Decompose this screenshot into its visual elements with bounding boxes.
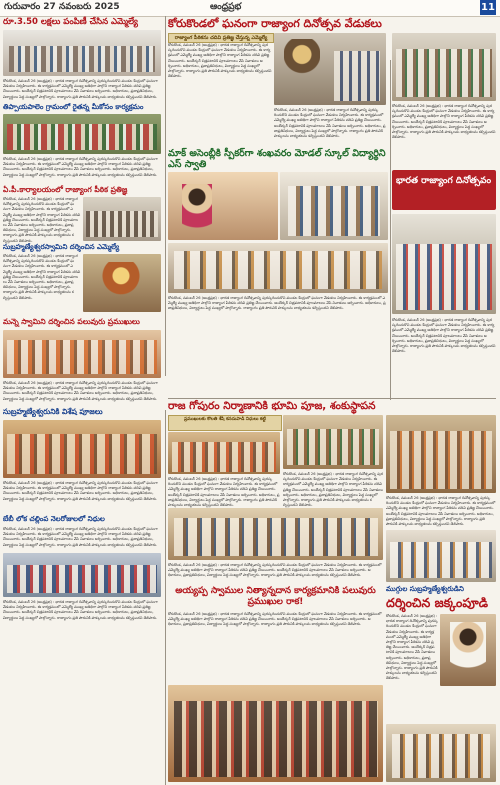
news-photo	[274, 33, 386, 105]
news-photo	[280, 172, 388, 240]
subheading-tag: రాజ్యాంగ పీఠికను చదివి ప్రతిజ్ఞ చేస్తున్న ఎమ్మెల్యే	[168, 33, 274, 43]
news-photo	[283, 415, 383, 469]
article-text: కోరుకొండ, నవంబర్ 26 (ఆంధ్రప్రభ) : భారత రాజ్యాంగ దినోత్సవాన్ని పురస్కరించుకొని మండల కేంద్రంలో ఘనంగా వేడుకలు నిర్వహించారు. ఈ కార్యక్రమంలో ఎమ్మెల్యే ముఖ్య అతిథిగా పాల్గొని రాజ్యాంగ పీఠికను చదివి ప్రతిజ్ఞ చేయించారు. అంబేద్కర్ చిత్రపటానికి పూలమాలలు వేసి నివాళులు అర్పించారు. అధికారులు, ప్రజాప్రతినిధులు, విద్యార్థులు పెద్ద సంఖ్యలో పాల్గొన్నారు. రాజ్యాంగం ప్రతి పౌరునికి హక్కులను బాధ్యతలను కల్పిస్తుందని తెలిపారు.	[3, 381, 158, 401]
article-text: కోరుకొండ, నవంబర్ 26 (ఆంధ్రప్రభ) : భారత రాజ్యాంగ దినోత్సవాన్ని పురస్కరించుకొని మండల కేంద్రంలో ఘనంగా వేడుకలు నిర్వహించారు. ఈ కార్యక్రమంలో ఎమ్మెల్యే ముఖ్య అతిథిగా పాల్గొని రాజ్యాంగ పీఠికను చదివి ప్రతిజ్ఞ చేయించారు. అంబేద్కర్ చిత్రపటానికి పూలమాలలు వేసి నివాళులు అర్పించారు. అధికారులు, ప్రజాప్రతినిధులు, విద్యార్థులు పెద్ద సంఖ్యలో పాల్గొన్నారు. రాజ్యాంగం ప్రతి పౌరునికి హక్కులను బాధ్యతలను కల్పిస్తుందని తెలిపారు.	[392, 318, 496, 354]
article-text: కోరుకొండ, నవంబర్ 26 (ఆంధ్రప్రభ) : భారత రాజ్యాంగ దినోత్సవాన్ని పురస్కరించుకొని మండల కేంద్రంలో ఘనంగా వేడుకలు నిర్వహించారు. ఈ కార్యక్రమంలో ఎమ్మెల్యే ముఖ్య అతిథిగా పాల్గొని రాజ్యాంగ పీఠికను చదివి ప్రతిజ్ఞ చేయించారు. అంబేద్కర్ చిత్రపటానికి పూలమాలలు వేసి నివాళులు అర్పించారు. అధికారులు, ప్రజాప్రతినిధులు, విద్యార్థులు పెద్ద సంఖ్యలో పాల్గొన్నారు. రాజ్యాంగం ప్రతి పౌరునికి హక్కులను బాధ్యతలను కల్పిస్తుందని తెలిపారు.	[168, 612, 382, 627]
column-rule	[165, 410, 166, 785]
article-text: కోరుకొండ, నవంబర్ 26 (ఆంధ్రప్రభ) : భారత రాజ్యాంగ దినోత్సవాన్ని పురస్కరించుకొని మండల కేంద్రంలో ఘనంగా వేడుకలు నిర్వహించారు. ఈ కార్యక్రమంలో ఎమ్మెల్యే ముఖ్య అతిథిగా పాల్గొని రాజ్యాంగ పీఠికను చదివి ప్రతిజ్ఞ చేయించారు. అంబేద్కర్ చిత్రపటానికి పూలమాలలు వేసి నివాళులు అర్పించారు. అధికారులు, ప్రజాప్రతినిధులు, విద్యార్థులు పెద్ద సంఖ్యలో పాల్గొన్నారు. రాజ్యాంగం ప్రతి పౌరునికి హక్కులను బాధ్యతలను కల్పిస్తుందని తెలిపారు.	[392, 104, 496, 140]
article-text: కోరుకొండ, నవంబర్ 26 (ఆంధ్రప్రభ) : భారత రాజ్యాంగ దినోత్సవాన్ని పురస్కరించుకొని మండల కేంద్రంలో ఘనంగా వేడుకలు నిర్వహించారు. ఈ కార్యక్రమంలో ఎమ్మెల్యే ముఖ్య అతిథిగా పాల్గొని రాజ్యాంగ పీఠికను చదివి ప్రతిజ్ఞ చేయించారు. అంబేద్కర్ చిత్రపటానికి పూలమాలలు వేసి నివాళులు అర్పించారు. అధికారులు, ప్రజాప్రతినిధులు, విద్యార్థులు పెద్ద సంఖ్యలో పాల్గొన్నారు. రాజ్యాంగం ప్రతి పౌరునికి హక్కులను బాధ్యతలను కల్పిస్తుందని తెలిపారు.	[386, 496, 496, 527]
headline: సుబ్రహ్మణ్యేశ్వరునికి విశేష పూజలు	[3, 407, 103, 416]
article-text: కోరుకొండ, నవంబర్ 26 (ఆంధ్రప్రభ) : భారత రాజ్యాంగ దినోత్సవాన్ని పురస్కరించుకొని మండల కేంద్రంలో ఘనంగా వేడుకలు నిర్వహించారు. ఈ కార్యక్రమంలో ఎమ్మెల్యే ముఖ్య అతిథిగా పాల్గొని రాజ్యాంగ పీఠికను చదివి ప్రతిజ్ఞ చేయించారు. అంబేద్కర్ చిత్రపటానికి పూలమాలలు వేసి నివాళులు అర్పించారు. అధికారులు, ప్రజాప్రతినిధులు, విద్యార్థులు పెద్ద సంఖ్యలో పాల్గొన్నారు. రాజ్యాంగం ప్రతి పౌరునికి హక్కులను బాధ్యతలను కల్పిస్తుందని తెలిపారు.	[3, 197, 81, 243]
article-text: కోరుకొండ, నవంబర్ 26 (ఆంధ్రప్రభ) : భారత రాజ్యాంగ దినోత్సవాన్ని పురస్కరించుకొని మండల కేంద్రంలో ఘనంగా వేడుకలు నిర్వహించారు. ఈ కార్యక్రమంలో ఎమ్మెల్యే ముఖ్య అతిథిగా పాల్గొని రాజ్యాంగ పీఠికను చదివి ప్రతిజ్ఞ చేయించారు. అంబేద్కర్ చిత్రపటానికి పూలమాలలు వేసి నివాళులు అర్పించారు. అధికారులు, ప్రజాప్రతినిధులు, విద్యార్థులు పెద్ద సంఖ్యలో పాల్గొన్నారు. రాజ్యాంగం ప్రతి పౌరునికి హక్కులను బాధ్యతలను కల్పిస్తుందని తెలిపారు.	[386, 614, 438, 681]
subheading-tag: ప్రముఖులకు కొలతి శేషి కనదుపాడి నిధులు కట్టి	[168, 415, 282, 431]
news-photo	[386, 530, 496, 582]
article-text: కోరుకొండ, నవంబర్ 26 (ఆంధ్రప్రభ) : భారత రాజ్యాంగ దినోత్సవాన్ని పురస్కరించుకొని మండల కేంద్రంలో ఘనంగా వేడుకలు నిర్వహించారు. ఈ కార్యక్రమంలో ఎమ్మెల్యే ముఖ్య అతిథిగా పాల్గొని రాజ్యాంగ పీఠికను చదివి ప్రతిజ్ఞ చేయించారు. అంబేద్కర్ చిత్రపటానికి పూలమాలలు వేసి నివాళులు అర్పించారు. అధికారులు, ప్రజాప్రతినిధులు, విద్యార్థులు పెద్ద సంఖ్యలో పాల్గొన్నారు. రాజ్యాంగం ప్రతి పౌరునికి హక్కులను బాధ్యతలను కల్పిస్తుందని తెలిపారు.	[3, 600, 158, 620]
article-text: కోరుకొండ, నవంబర్ 26 (ఆంధ్రప్రభ) : భారత రాజ్యాంగ దినోత్సవాన్ని పురస్కరించుకొని మండల కేంద్రంలో ఘనంగా వేడుకలు నిర్వహించారు. ఈ కార్యక్రమంలో ఎమ్మెల్యే ముఖ్య అతిథిగా పాల్గొని రాజ్యాంగ పీఠికను చదివి ప్రతిజ్ఞ చేయించారు. అంబేద్కర్ చిత్రపటానికి పూలమాలలు వేసి నివాళులు అర్పించారు. అధికారులు, ప్రజాప్రతినిధులు, విద్యార్థులు పెద్ద సంఖ్యలో పాల్గొన్నారు. రాజ్యాంగం ప్రతి పౌరునికి హక్కులను బాధ్యతలను కల్పిస్తుందని తెలిపారు.	[3, 157, 158, 177]
main-headline: కోరుకొండలో ఘనంగా రాజ్యాంగ దినోత్సవ వేడుకలు	[168, 17, 382, 30]
news-photo	[168, 432, 280, 474]
headline: రాజ గోపురం నిర్మాణానికి భూమి పూజ, శంకుస్థాపన	[168, 400, 376, 412]
article-text: కోరుకొండ, నవంబర్ 26 (ఆంధ్రప్రభ) : భారత రాజ్యాంగ దినోత్సవాన్ని పురస్కరించుకొని మండల కేంద్రంలో ఘనంగా వేడుకలు నిర్వహించారు. ఈ కార్యక్రమంలో ఎమ్మెల్యే ముఖ్య అతిథిగా పాల్గొని రాజ్యాంగ పీఠికను చదివి ప్రతిజ్ఞ చేయించారు. అంబేద్కర్ చిత్రపటానికి పూలమాలలు వేసి నివాళులు అర్పించారు. అధికారులు, ప్రజాప్రతినిధులు, విద్యార్థులు పెద్ద సంఖ్యలో పాల్గొన్నారు. రాజ్యాంగం ప్రతి పౌరునికి హక్కులను బాధ్యతలను కల్పిస్తుందని తెలిపారు.	[168, 563, 382, 578]
article-text: కోరుకొండ, నవంబర్ 26 (ఆంధ్రప్రభ) : భారత రాజ్యాంగ దినోత్సవాన్ని పురస్కరించుకొని మండల కేంద్రంలో ఘనంగా వేడుకలు నిర్వహించారు. ఈ కార్యక్రమంలో ఎమ్మెల్యే ముఖ్య అతిథిగా పాల్గొని రాజ్యాంగ పీఠికను చదివి ప్రతిజ్ఞ చేయించారు. అంబేద్కర్ చిత్రపటానికి పూలమాలలు వేసి నివాళులు అర్పించారు. అధికారులు, ప్రజాప్రతినిధులు, విద్యార్థులు పెద్ద సంఖ్యలో పాల్గొన్నారు. రాజ్యాంగం ప్రతి పౌరునికి హక్కులను బాధ్యతలను కల్పిస్తుందని తెలిపారు.	[168, 296, 386, 311]
news-photo	[83, 254, 161, 312]
headline: తిప్పాయపాలెం గ్రామంలో రైతన్న మీకోసం కార్యక్రమం	[3, 103, 144, 111]
news-photo	[392, 214, 496, 314]
news-photo	[3, 30, 161, 76]
news-photo	[386, 724, 496, 782]
news-photo	[168, 243, 388, 293]
headline: మాక్ అసెంబ్లీకి స్పీకర్‌గా శంఖవరం మోడల్ స్కూల్ విద్యార్థిని ఎస్ స్వాతి	[168, 148, 386, 170]
headline: ఏ.పీ.కార్యాలయంలో రాజ్యాంగ పీఠిక ప్రతిజ్ఞ	[3, 185, 128, 194]
news-photo	[440, 614, 496, 686]
page-number: 11	[481, 2, 495, 13]
news-photo	[392, 33, 496, 101]
headline: బేబీ లోక చల్లింప నెలరోజులలో నిధుల	[3, 515, 105, 523]
headline: సుబ్రహ్మణ్యేశ్వరస్వామిని దర్శించిన ఎమ్మెల్యే	[3, 243, 120, 251]
article-text: కోరుకొండ, నవంబర్ 26 (ఆంధ్రప్రభ) : భారత రాజ్యాంగ దినోత్సవాన్ని పురస్కరించుకొని మండల కేంద్రంలో ఘనంగా వేడుకలు నిర్వహించారు. ఈ కార్యక్రమంలో ఎమ్మెల్యే ముఖ్య అతిథిగా పాల్గొని రాజ్యాంగ పీఠికను చదివి ప్రతిజ్ఞ చేయించారు. అంబేద్కర్ చిత్రపటానికి పూలమాలలు వేసి నివాళులు అర్పించారు. అధికారులు, ప్రజాప్రతినిధులు, విద్యార్థులు పెద్ద సంఖ్యలో పాల్గొన్నారు. రాజ్యాంగం ప్రతి పౌరునికి హక్కులను బాధ్యతలను కల్పిస్తుందని తెలిపారు.	[3, 481, 158, 501]
section-rule	[168, 398, 496, 399]
column-rule	[390, 60, 391, 400]
article-text: కోరుకొండ, నవంబర్ 26 (ఆంధ్రప్రభ) : భారత రాజ్యాంగ దినోత్సవాన్ని పురస్కరించుకొని మండల కేంద్రంలో ఘనంగా వేడుకలు నిర్వహించారు. ఈ కార్యక్రమంలో ఎమ్మెల్యే ముఖ్య అతిథిగా పాల్గొని రాజ్యాంగ పీఠికను చదివి ప్రతిజ్ఞ చేయించారు. అంబేద్కర్ చిత్రపటానికి పూలమాలలు వేసి నివాళులు అర్పించారు. అధికారులు, ప్రజాప్రతినిధులు, విద్యార్థులు పెద్ద సంఖ్యలో పాల్గొన్నారు. రాజ్యాంగం ప్రతి పౌరునికి హక్కులను బాధ్యతలను కల్పిస్తుందని తెలిపారు.	[168, 43, 272, 79]
column-rule	[165, 16, 166, 376]
headline: ముగ్గుల సుబ్రహ్మణ్యేశ్వరుడిని	[386, 585, 464, 593]
news-photo	[3, 330, 161, 378]
news-photo	[168, 172, 278, 240]
headline: మన్నె స్వామిని దర్శించిన పలువురు ప్రముఖులు	[3, 317, 140, 326]
newspaper-name: ఆంధ్రప్రభ	[210, 2, 242, 12]
headline: రూ.3.50 లక్షలు పంపిణీ చేసిన ఎమ్మెల్యే	[3, 17, 138, 27]
news-photo	[3, 420, 161, 478]
news-photo	[168, 508, 383, 560]
article-text: కోరుకొండ, నవంబర్ 26 (ఆంధ్రప్రభ) : భారత రాజ్యాంగ దినోత్సవాన్ని పురస్కరించుకొని మండల కేంద్రంలో ఘనంగా వేడుకలు నిర్వహించారు. ఈ కార్యక్రమంలో ఎమ్మెల్యే ముఖ్య అతిథిగా పాల్గొని రాజ్యాంగ పీఠికను చదివి ప్రతిజ్ఞ చేయించారు. అంబేద్కర్ చిత్రపటానికి పూలమాలలు వేసి నివాళులు అర్పించారు. అధికారులు, ప్రజాప్రతినిధులు, విద్యార్థులు పెద్ద సంఖ్యలో పాల్గొన్నారు. రాజ్యాంగం ప్రతి పౌరునికి హక్కులను బాధ్యతలను కల్పిస్తుందని తెలిపారు.	[3, 254, 81, 300]
article-text: కోరుకొండ, నవంబర్ 26 (ఆంధ్రప్రభ) : భారత రాజ్యాంగ దినోత్సవాన్ని పురస్కరించుకొని మండల కేంద్రంలో ఘనంగా వేడుకలు నిర్వహించారు. ఈ కార్యక్రమంలో ఎమ్మెల్యే ముఖ్య అతిథిగా పాల్గొని రాజ్యాంగ పీఠికను చదివి ప్రతిజ్ఞ చేయించారు. అంబేద్కర్ చిత్రపటానికి పూలమాలలు వేసి నివాళులు అర్పించారు. అధికారులు, ప్రజాప్రతినిధులు, విద్యార్థులు పెద్ద సంఖ్యలో పాల్గొన్నారు. రాజ్యాంగం ప్రతి పౌరునికి హక్కులను బాధ్యతలను కల్పిస్తుందని తెలిపారు.	[283, 472, 384, 508]
article-text: కోరుకొండ, నవంబర్ 26 (ఆంధ్రప్రభ) : భారత రాజ్యాంగ దినోత్సవాన్ని పురస్కరించుకొని మండల కేంద్రంలో ఘనంగా వేడుకలు నిర్వహించారు. ఈ కార్యక్రమంలో ఎమ్మెల్యే ముఖ్య అతిథిగా పాల్గొని రాజ్యాంగ పీఠికను చదివి ప్రతిజ్ఞ చేయించారు. అంబేద్కర్ చిత్రపటానికి పూలమాలలు వేసి నివాళులు అర్పించారు. అధికారులు, ప్రజాప్రతినిధులు, విద్యార్థులు పెద్ద సంఖ్యలో పాల్గొన్నారు. రాజ్యాంగం ప్రతి పౌరునికి హక్కులను బాధ్యతలను కల్పిస్తుందని తెలిపారు.	[274, 108, 386, 139]
issue-date: గురువారం 27 నవంబరు 2025	[4, 2, 120, 12]
headline: అయ్యప్ప స్వాముల నిత్యాన్నదాన కార్యక్రమానికి పలువురు ప్రముఖుల రాక!	[175, 586, 376, 607]
headline: భారత రాజ్యాంగ దినోత్సవం	[396, 176, 492, 186]
article-text: కోరుకొండ, నవంబర్ 26 (ఆంధ్రప్రభ) : భారత రాజ్యాంగ దినోత్సవాన్ని పురస్కరించుకొని మండల కేంద్రంలో ఘనంగా వేడుకలు నిర్వహించారు. ఈ కార్యక్రమంలో ఎమ్మెల్యే ముఖ్య అతిథిగా పాల్గొని రాజ్యాంగ పీఠికను చదివి ప్రతిజ్ఞ చేయించారు. అంబేద్కర్ చిత్రపటానికి పూలమాలలు వేసి నివాళులు అర్పించారు. అధికారులు, ప్రజాప్రతినిధులు, విద్యార్థులు పెద్ద సంఖ్యలో పాల్గొన్నారు. రాజ్యాంగం ప్రతి పౌరునికి హక్కులను బాధ్యతలను కల్పిస్తుందని తెలిపారు.	[168, 477, 280, 508]
news-photo	[83, 197, 161, 241]
news-photo	[3, 114, 161, 154]
article-text: కోరుకొండ, నవంబర్ 26 (ఆంధ్రప్రభ) : భారత రాజ్యాంగ దినోత్సవాన్ని పురస్కరించుకొని మండల కేంద్రంలో ఘనంగా వేడుకలు నిర్వహించారు. ఈ కార్యక్రమంలో ఎమ్మెల్యే ముఖ్య అతిథిగా పాల్గొని రాజ్యాంగ పీఠికను చదివి ప్రతిజ్ఞ చేయించారు. అంబేద్కర్ చిత్రపటానికి పూలమాలలు వేసి నివాళులు అర్పించారు. అధికారులు, ప్రజాప్రతినిధులు, విద్యార్థులు పెద్ద సంఖ్యలో పాల్గొన్నారు. రాజ్యాంగం ప్రతి పౌరునికి హక్కులను బాధ్యతలను కల్పిస్తుందని తెలిపారు.	[3, 527, 158, 547]
article-text: కోరుకొండ, నవంబర్ 26 (ఆంధ్రప్రభ) : భారత రాజ్యాంగ దినోత్సవాన్ని పురస్కరించుకొని మండల కేంద్రంలో ఘనంగా వేడుకలు నిర్వహించారు. ఈ కార్యక్రమంలో ఎమ్మెల్యే ముఖ్య అతిథిగా పాల్గొని రాజ్యాంగ పీఠికను చదివి ప్రతిజ్ఞ చేయించారు. అంబేద్కర్ చిత్రపటానికి పూలమాలలు వేసి నివాళులు అర్పించారు. అధికారులు, ప్రజాప్రతినిధులు, విద్యార్థులు పెద్ద సంఖ్యలో పాల్గొన్నారు. రాజ్యాంగం ప్రతి పౌరునికి హక్కులను బాధ్యతలను కల్పిస్తుందని తెలిపారు.	[3, 79, 158, 99]
news-photo	[3, 553, 161, 597]
news-photo	[386, 415, 496, 493]
headline: దర్శించిన జక్కంపూడి	[386, 595, 488, 610]
headline-banner	[392, 170, 496, 210]
news-photo	[168, 685, 383, 782]
